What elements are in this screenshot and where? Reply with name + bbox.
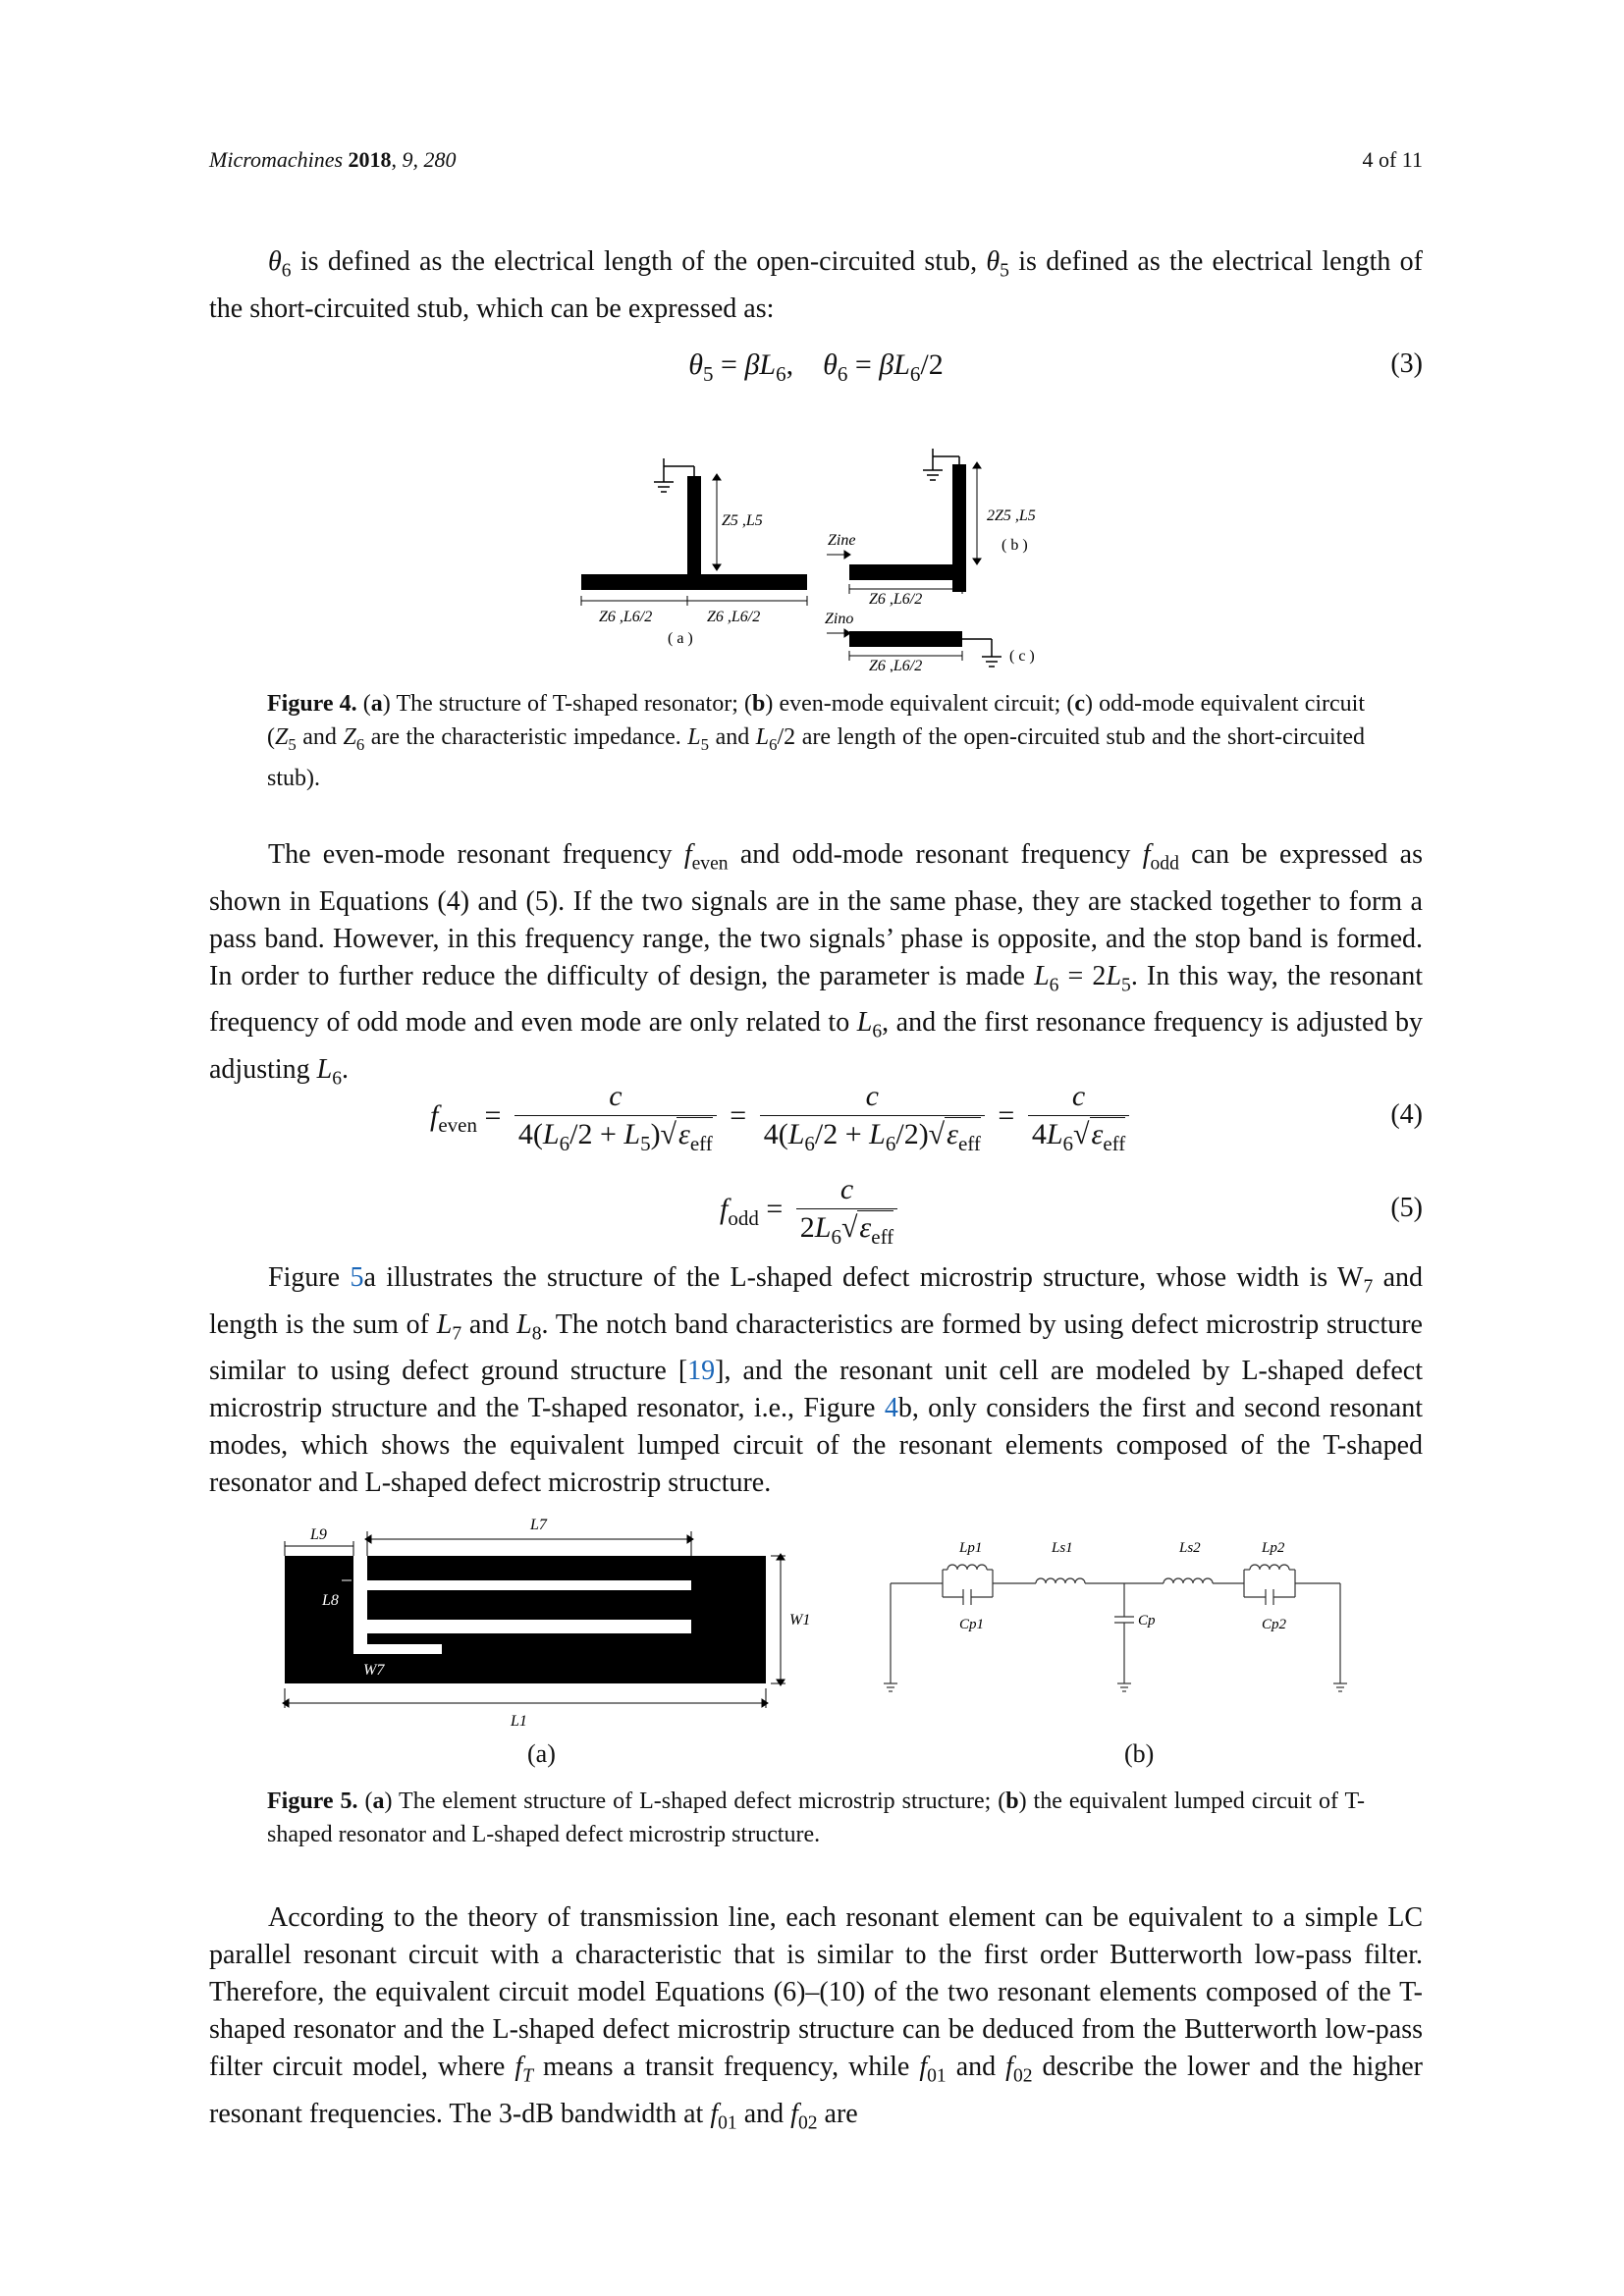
label-2z5-l5: 2Z5 ,L5	[987, 507, 1036, 524]
t-line	[581, 574, 807, 590]
label-a: ( a )	[668, 630, 693, 647]
label-ls2: Ls2	[1179, 1540, 1201, 1556]
equation-number: (5)	[1390, 1193, 1423, 1223]
label-z6-l6-left: Z6 ,L6/2	[599, 609, 653, 625]
label-w1: W1	[789, 1612, 811, 1629]
equation-number: (3)	[1390, 348, 1423, 379]
l-slot-vertical	[353, 1556, 367, 1654]
label-c: ( c )	[1009, 648, 1035, 665]
odd-line	[849, 631, 962, 647]
label-l1: L1	[511, 1713, 527, 1730]
label-b: ( b )	[1001, 537, 1028, 554]
figure-5a-label: (a)	[527, 1739, 556, 1768]
figure-5-link[interactable]: 5	[350, 1262, 364, 1293]
l-slot-horizontal	[367, 1620, 691, 1633]
figure-5-caption: Figure 5. (a) The element structure of L-shaped defect microstrip structure; (b) the equivalent lumped circuit of T-shaped resonator and L-shaped defect microstrip structure.	[267, 1789, 1365, 1847]
equation-number: (4)	[1390, 1099, 1423, 1130]
label-z5-l5: Z5 ,L5	[722, 512, 763, 529]
label-z6-l6-even: Z6 ,L6/2	[869, 591, 923, 608]
paragraph-3: Figure 5a illustrates the structure of the L-shaped defect microstrip structure, whose width is $W_7$ and length is the sum of $L_7$ and $L_8$. The notch band characteristics are formed by using defect microstrip structure similar to using defect ground structure [19], and the resonant unit cell are modeled by L-shaped defect microstrip structure and the T-shaped resonator, i.e., Figure 4b, only considers the first and second resonant modes, which shows the equivalent lumped circuit of the resonant elements composed of the T-shaped resonator and L-shaped defect microstrip structure.	[209, 1262, 1424, 1499]
label-z6-l6-right: Z6 ,L6/2	[707, 609, 761, 625]
l-slot-joint	[353, 1644, 442, 1654]
l-slot-top	[367, 1580, 691, 1590]
page-number: 4 of 11	[1362, 147, 1423, 172]
even-line	[849, 564, 962, 580]
equation-3: $\theta_5 = \beta L_6$, $\theta_6 = \beta L_6/2$ (3)	[688, 348, 1423, 386]
paragraph-4: According to the theory of transmission line, each resonant element can be equivalent to a simple LC parallel resonant circuit with a characteristic that is similar to the first order Butterworth low-pass filter. Therefore, the equivalent circuit model Equations (6)–(10) of the two resonant elements composed of the T-shaped resonator and the L-shaped defect microstrip structure can be deduced from the Butterworth low-pass filter circuit model, where $f_T$ means a transit frequency, while $f_{01}$ and $f_{02}$ describe the lower and the higher resonant frequencies. The 3-dB bandwidth at $f_{01}$ and $f_{02}$ are	[209, 1902, 1423, 2134]
figure-4-link[interactable]: 4	[884, 1393, 898, 1424]
label-cp2: Cp2	[1262, 1617, 1287, 1632]
label-z6-l6-odd: Z6 ,L6/2	[869, 658, 923, 672]
t-stub	[687, 476, 701, 584]
label-l7: L7	[530, 1517, 547, 1533]
ground-icon	[962, 639, 1001, 667]
figure-5a-diagram	[275, 1512, 825, 1737]
journal-citation: Micromachines 2018, 9, 280	[209, 147, 457, 172]
figure-5b-label: (b)	[1124, 1739, 1155, 1768]
figure-4-diagram	[569, 447, 1060, 672]
label-lp1: Lp1	[959, 1540, 983, 1556]
label-zino: Zino	[825, 611, 854, 627]
label-cp1: Cp1	[959, 1617, 985, 1632]
label-cp: Cp	[1138, 1613, 1156, 1629]
label-w7: W7	[363, 1662, 385, 1679]
label-ls1: Ls1	[1052, 1540, 1073, 1556]
paragraph-2: The even-mode resonant frequency $f_{even}$ and odd-mode resonant frequency $f_{odd}$ can be expressed as shown in Equations (4) and (5). If the two signals are in the same phase, they are stacked together to form a pass band. However, in this frequency range, the two signals’ phase is opposite, and the stop band is formed. In order to further reduce the difficulty of design, the parameter is made $L_6 = 2L_5$. In this way, the resonant frequency of odd mode and even mode are only related to $L_6$, and the first resonance frequency is adjusted by adjusting $L_6$.	[209, 839, 1423, 1090]
paragraph-1: $\theta_6$ is defined as the electrical length of the open-circuited stub, $\theta_5$ is defined as the electrical length of the short-circuited stub, which can be expressed as:	[209, 246, 1424, 324]
label-lp2: Lp2	[1262, 1540, 1285, 1556]
label-zine: Zine	[828, 532, 856, 549]
figure-5b-circuit	[879, 1526, 1360, 1703]
label-l8: L8	[322, 1592, 339, 1609]
reference-19-link[interactable]: 19	[687, 1356, 716, 1387]
ground-icon	[884, 1683, 1347, 1691]
inner-strip	[383, 1590, 691, 1620]
page: Micromachines 2018, 9, 280 4 of 11 $\theta_6$ is defined as the electrical length of the open-circuited stub, $\theta_5$ is defined as the electrical length of the short-circuited stub, which can be expressed as: $\theta_5 = \beta L_6$, $\theta_6 = \beta L_6/2$ (3) Z5 ,L5 Z6 ,L6/2 Z6 ,L6/2 ( a ) 2Z5 ,L5 ( b ) Zine Z6 ,L6/2 Zino Z6 ,L6/2 ( c ) Figure 4. (a) The structure of T-shaped resonator; (b) even-mode equivalent circuit; (c) odd-mode equivalent circuit ($Z_5$ and $Z_6$ are the characteristic impedance. $L_5$ and $L_6/2$ are length of the open-circuited stub and the short-circuited stub). The even-mode resonant frequency $f_{even}$ and odd-mode resonant frequency $f_{odd}$ can be expressed as shown in Equations (4) and (5). If the two signals are in the same phase, they are stacked together to form a pass band. However, in this frequency range, the two signals’ phase is opposite, and the stop band is formed. In order to further reduce the difficulty of design, the parameter is made $L_6 = 2L_5$. In this way, the resonant frequency of odd mode and even mode are only related to $L_6$, and the first resonance frequency is adjusted by adjusting $L_6$. $f_{even}$ = $\frac{c}{4(L_6/2 + L_5)√\varepsilon_{eff}}$ = $\frac{c}{4(L_6/2 + L_6/2)√\varepsilon_{eff}}$ = $\frac{c}{4L_6√\varepsilon_{eff}}$ (4) $f_{odd}$ = $\frac{c}{2L_6√\varepsilon_{eff}}$ (5) Figure 5a illustrates the structure of the L-shaped defect microstrip structure, whose width is $W_7$ and length is the sum of $L_7$ and $L_8$. The notch band characteristics are formed by using defect microstrip structure similar to using defect ground structure [19], and the resonant unit cell are modeled by L-shaped defect microstrip structure and the T-shaped resonator, i.e., Figure 4b, only considers the first and second resonant modes, which shows the equivalent lumped circuit of the resonant elements composed of the T-shaped resonator and L-shaped defect microstrip structure. L9 L7 L8 W7 W1 L1 (a) Lp1 Ls1 Ls2 Lp2 Cp1 Cp Cp2 (b) Figure 5. (a) The element structure of L-shaped defect microstrip structure; (b) the equivalent lumped circuit of T-shaped resonator and L-shaped defect microstrip structure. According to the theory of transmission line, each resonant element can be equivalent to a simple LC parallel resonant circuit with a characteristic that is similar to the first order Butterworth low-pass filter. Therefore, the equivalent circuit model Equations (6)–(10) of the two resonant elements composed of the T-shaped resonator and the L-shaped defect microstrip structure can be deduced from the Butterworth low-pass filter circuit model, where $f_T$ means a transit frequency, while $f_{01}$ and $f_{02}$ describe the lower and the higher resonant frequencies. The 3-dB bandwidth at $f_{01}$ and $f_{02}$ are	[0, 0, 1624, 2296]
figure-4-caption: Figure 4. (a) The structure of T-shaped resonator; (b) even-mode equivalent circuit; (c) odd-mode equivalent circuit ($Z_5$ and $Z_6$ are the characteristic impedance. $L_5$ and $L_6/2$ are length of the open-circuited stub and the short-circuited stub).	[267, 691, 1365, 791]
label-l9: L9	[310, 1526, 327, 1543]
